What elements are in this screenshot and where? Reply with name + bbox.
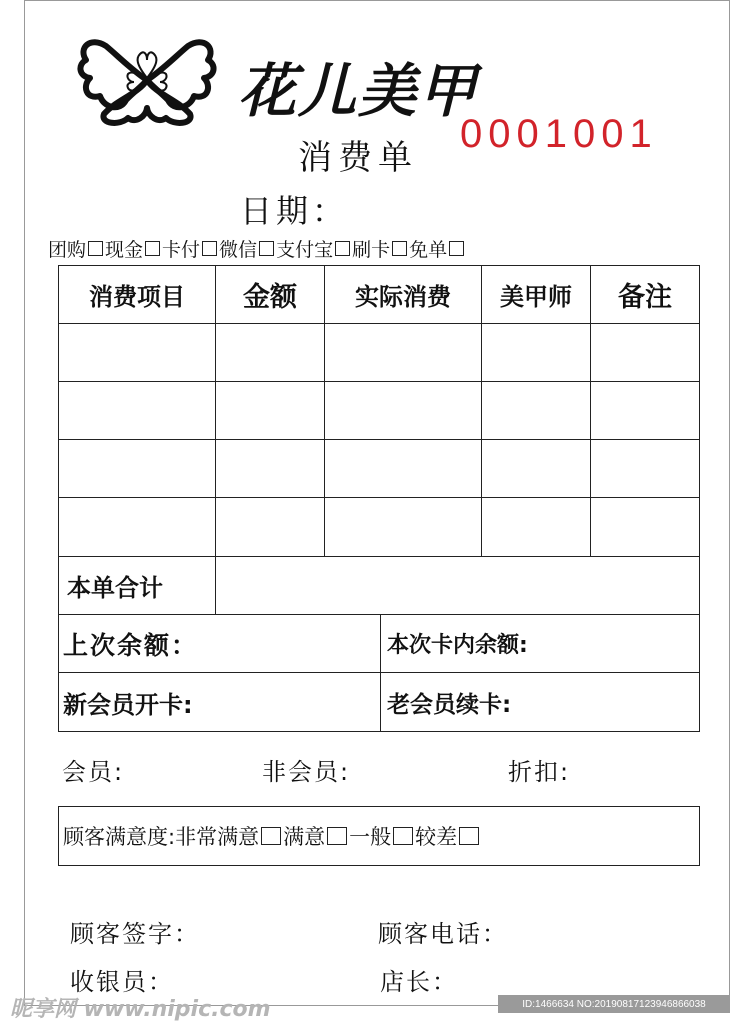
- satisfaction-label: 顾客满意度:: [63, 825, 176, 849]
- discount-label: 折扣:: [508, 758, 571, 786]
- customer-signature-label: 顾客签字：: [70, 920, 200, 948]
- table-cell[interactable]: [215, 323, 325, 382]
- member-label: 会员:: [62, 758, 125, 786]
- checkbox-average[interactable]: [393, 827, 413, 845]
- checkbox-poor[interactable]: [459, 827, 479, 845]
- checkbox-cash[interactable]: [145, 241, 160, 256]
- form-title: 消费单: [298, 138, 418, 178]
- non-member-label: 非会员:: [262, 758, 351, 786]
- table-cell[interactable]: [590, 323, 700, 382]
- payment-label-card: 卡付: [162, 239, 201, 261]
- header-item: 消费项目: [58, 265, 216, 324]
- customer-phone-label: 顾客电话：: [378, 920, 508, 948]
- checkbox-swipe[interactable]: [392, 241, 407, 256]
- table-cell[interactable]: [58, 323, 216, 382]
- watermark-site: 昵享网 www.nipic.com: [10, 997, 271, 1022]
- option-average: 一般: [349, 825, 392, 849]
- new-member-field[interactable]: 新会员开卡:: [58, 672, 381, 732]
- header-remark: 备注: [590, 265, 700, 324]
- manager-label: 店长：: [380, 968, 458, 996]
- checkbox-wechat[interactable]: [259, 241, 274, 256]
- header-technician: 美甲师: [481, 265, 591, 324]
- payment-label-cash: 现金: [105, 239, 144, 261]
- table-cell[interactable]: [58, 497, 216, 557]
- option-satisfied: 满意: [283, 825, 326, 849]
- table-cell[interactable]: [215, 381, 325, 440]
- date-label: 日期：: [240, 192, 349, 230]
- checkbox-satisfied[interactable]: [327, 827, 347, 845]
- payment-label-swipe: 刷卡: [352, 239, 391, 261]
- header-actual: 实际消费: [324, 265, 482, 324]
- table-cell[interactable]: [324, 497, 482, 557]
- header-amount: 金额: [215, 265, 325, 324]
- checkbox-card[interactable]: [202, 241, 217, 256]
- table-cell[interactable]: [58, 381, 216, 440]
- brand-name: 花儿美甲: [238, 57, 479, 125]
- option-very-satisfied: 非常满意: [175, 825, 260, 849]
- checkbox-very-satisfied[interactable]: [261, 827, 281, 845]
- checkbox-group-buy[interactable]: [88, 241, 103, 256]
- total-label: 本单合计: [58, 556, 216, 615]
- serial-number: 0001001: [460, 112, 658, 156]
- card-balance-field[interactable]: 本次卡内余额:: [380, 614, 700, 673]
- table-cell[interactable]: [590, 381, 700, 440]
- table-cell[interactable]: [590, 439, 700, 498]
- payment-label-alipay: 支付宝: [276, 239, 334, 261]
- watermark-id: ID:1466634 NO:20190817123946866038: [498, 995, 730, 1013]
- table-cell[interactable]: [481, 381, 591, 440]
- table-cell[interactable]: [481, 323, 591, 382]
- table-cell[interactable]: [58, 439, 216, 498]
- payment-label-wechat: 微信: [219, 239, 258, 261]
- payment-label-group-buy: 团购: [48, 239, 87, 261]
- table-cell[interactable]: [481, 497, 591, 557]
- cashier-label: 收银员：: [70, 968, 174, 996]
- total-value-field[interactable]: [215, 556, 700, 615]
- table-cell[interactable]: [590, 497, 700, 557]
- four-leaf-clover-icon: [76, 34, 218, 128]
- table-cell[interactable]: [324, 381, 482, 440]
- checkbox-free[interactable]: [449, 241, 464, 256]
- table-cell[interactable]: [215, 439, 325, 498]
- option-poor: 较差: [415, 825, 458, 849]
- last-balance-field[interactable]: 上次余额：: [58, 614, 381, 673]
- checkbox-alipay[interactable]: [335, 241, 350, 256]
- table-cell[interactable]: [215, 497, 325, 557]
- table-cell[interactable]: [481, 439, 591, 498]
- renew-member-field[interactable]: 老会员续卡:: [380, 672, 700, 732]
- table-cell[interactable]: [324, 439, 482, 498]
- payment-label-free: 免单: [409, 239, 448, 261]
- payment-methods: [48, 235, 466, 262]
- table-cell[interactable]: [324, 323, 482, 382]
- satisfaction-row: [58, 806, 700, 866]
